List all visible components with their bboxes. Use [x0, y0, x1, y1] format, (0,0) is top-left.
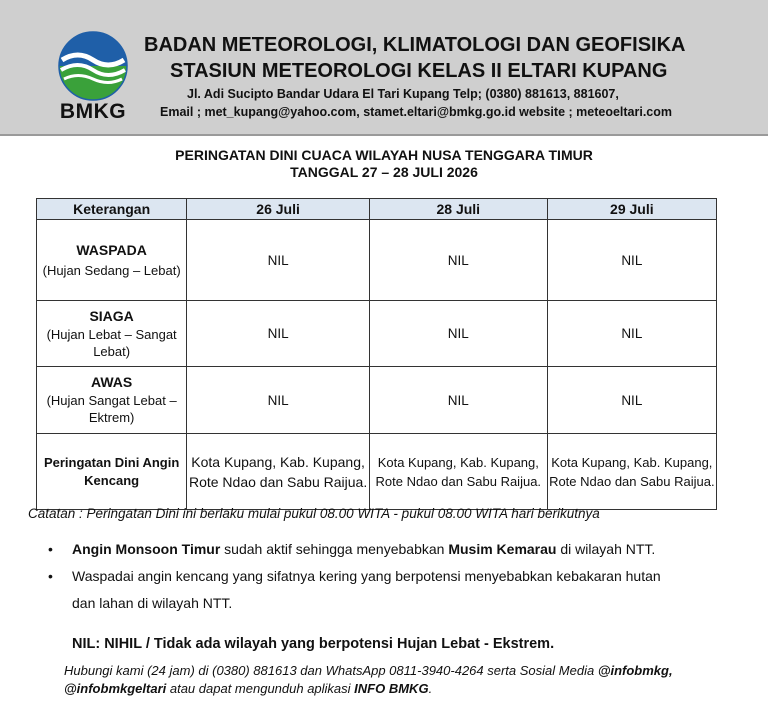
text: atau dapat mengunduh aplikasi [166, 681, 355, 696]
cell-text: Kota Kupang, Kab. Kupang, Rote Ndao dan Sabu Raijua. [375, 454, 542, 489]
row-label: AWAS [91, 374, 133, 390]
warning-table [36, 198, 717, 510]
column-header: 26 Juli [187, 199, 370, 220]
table-cell: NIL [187, 220, 370, 301]
cell-text: Kota Kupang, Kab. Kupang, Rote Ndao dan Sabu Raijua. [549, 454, 715, 489]
column-header: Keterangan [37, 199, 187, 220]
table-cell: NIL [187, 367, 370, 434]
table-cell: NIL [547, 220, 716, 301]
column-header: 29 Juli [547, 199, 716, 220]
bullet-icon: • [48, 541, 53, 557]
row-sublabel: (Hujan Sangat Lebat – Ektrem) [46, 393, 177, 425]
validity-note: Catatan : Peringatan Dini ini berlaku mulai pukul 08.00 WITA - pukul 08.00 WITA hari berikutnya [28, 506, 600, 521]
table-cell [187, 434, 370, 510]
bullet-item [48, 541, 655, 557]
logo-text: BMKG [59, 100, 127, 123]
table-row [37, 434, 717, 510]
text: Waspadai angin kencang yang sifatnya kering yang berpotensi menyebabkan kebakaran hutan [72, 568, 661, 584]
bmkg-logo-icon [48, 30, 138, 102]
contact-line [64, 663, 673, 678]
cell-text: Kota Kupang, Kab. Kupang, Rote Ndao dan Sabu Raijua. [188, 453, 368, 490]
app-name: INFO BMKG [354, 681, 429, 696]
table-row [37, 301, 717, 367]
social-handle: @infobmkgeltari [64, 681, 167, 696]
table-row [37, 367, 717, 434]
bullet-item-continuation: dan lahan di wilayah NTT. [72, 595, 233, 611]
table-cell: NIL [369, 367, 547, 434]
text: Hubungi kami (24 jam) di (0380) 881613 dan WhatsApp 0811-3940-4264 serta Sosial Media [64, 663, 598, 678]
row-label-cell [37, 220, 187, 301]
row-label: SIAGA [89, 307, 134, 324]
document-date: TANGGAL 27 – 28 JULI 2026 [290, 164, 478, 180]
table-cell: NIL [547, 301, 716, 367]
org-name: BADAN METEOROLOGI, KLIMATOLOGI DAN GEOFISIKA [144, 34, 686, 56]
bold-text: Musim Kemarau [448, 541, 557, 557]
address: Jl. Adi Sucipto Bandar Udara El Tari Kupang Telp; (0380) 881613, 881607, [187, 87, 619, 101]
social-handle: @infobmkg, [597, 663, 673, 678]
table-cell [369, 434, 547, 510]
bullet-icon: • [48, 568, 53, 584]
text: di wilayah NTT. [556, 541, 656, 557]
station-name: STASIUN METEOROLOGI KELAS II ELTARI KUPANG [170, 60, 668, 82]
table-cell: NIL [369, 301, 547, 367]
contact-line [64, 681, 432, 696]
table-cell: NIL [547, 367, 716, 434]
column-header: 28 Juli [369, 199, 547, 220]
row-label-cell [37, 434, 187, 510]
text: sudah aktif sehingga menyebabkan [220, 541, 449, 557]
text: . [428, 681, 433, 696]
table-cell: NIL [369, 220, 547, 301]
row-label-cell [37, 367, 187, 434]
row-label: WASPADA [76, 241, 147, 258]
row-sublabel: (Hujan Lebat – Sangat Lebat) [46, 326, 177, 359]
letterhead [0, 0, 768, 136]
row-sublabel: (Hujan Sedang – Lebat) [42, 262, 181, 278]
table-cell [547, 434, 716, 510]
bold-text: Angin Monsoon Timur [72, 541, 221, 557]
table-row [37, 220, 717, 301]
table-header-row [37, 199, 717, 220]
nil-definition: NIL: NIHIL / Tidak ada wilayah yang berpotensi Hujan Lebat - Ekstrem. [72, 636, 555, 652]
row-label: Peringatan Dini Angin Kencang [43, 454, 180, 488]
document-title: PERINGATAN DINI CUACA WILAYAH NUSA TENGGARA TIMUR [175, 147, 593, 163]
email-website: Email ; met_kupang@yahoo.com, stamet.eltari@bmkg.go.id website ; meteoeltari.com [160, 105, 672, 119]
bullet-item [48, 568, 661, 584]
row-label-cell [37, 301, 187, 367]
table-cell: NIL [187, 301, 370, 367]
bmkg-logo [48, 30, 138, 126]
